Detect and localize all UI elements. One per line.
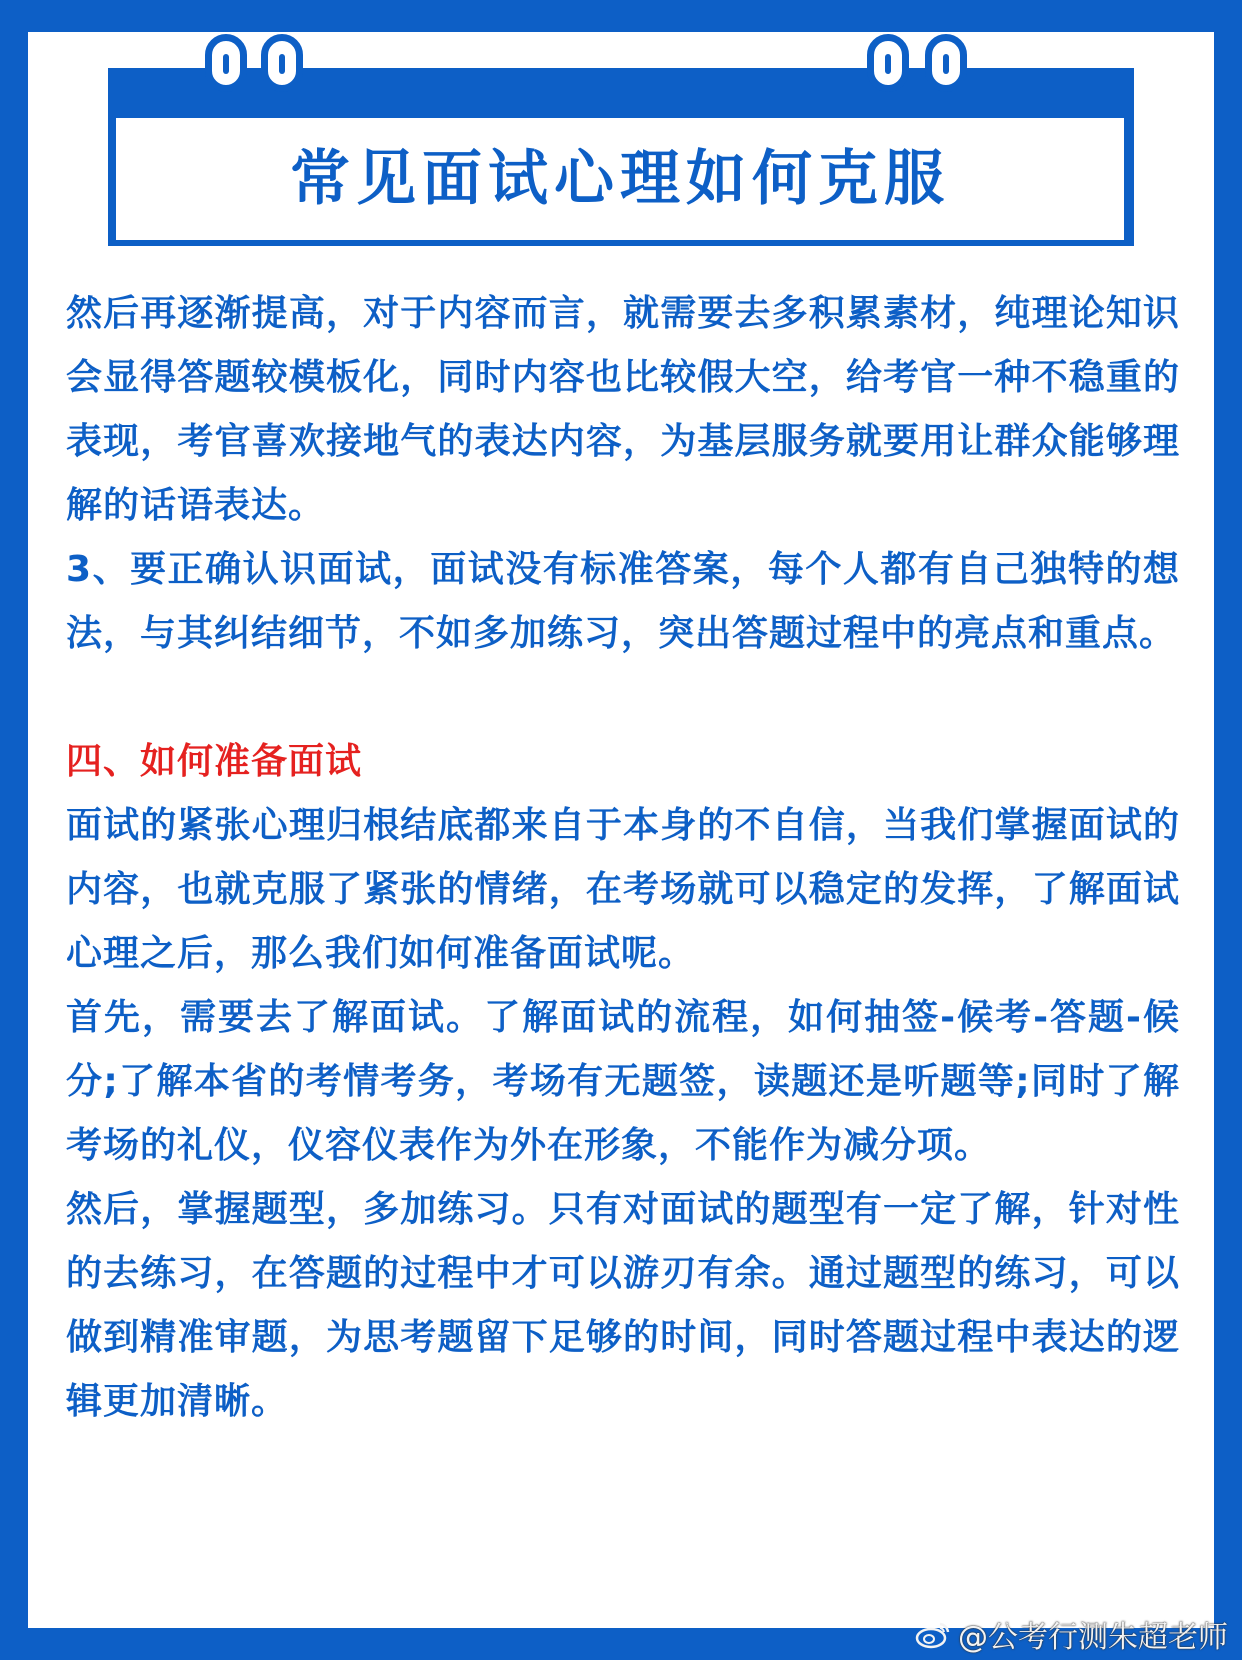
article-body [66,282,1180,1434]
binder-ring-icon [925,34,967,92]
paragraph: 首先，需要去了解面试。了解面试的流程，如何抽签-候考-答题-候分;了解本省的考情考务，考场有无题签，读题还是听题等;同时了解考场的礼仪，仪容仪表作为外在形象，不能作为减分项。 [66,997,1180,1166]
watermark-text: @公考行测朱超老师 [958,1620,1228,1655]
title-box [116,118,1124,240]
page-title: 常见面试心理如何克服 [290,144,950,214]
binder-ring-icon [205,34,247,92]
section-heading: 四、如何准备面试 [66,741,363,782]
paragraph: 然后再逐渐提高，对于内容而言，就需要去多积累素材，纯理论知识会显得答题较模板化，同时内容也比较假大空，给考官一种不稳重的表现，考官喜欢接地气的表达内容，为基层服务就要用让群众能够理解的话语表达。 [66,293,1180,526]
weibo-icon [914,1619,952,1649]
paragraph: 然后，掌握题型，多加练习。只有对面试的题型有一定了解，针对性的去练习，在答题的过程中才可以游刃有余。通过题型的练习，可以做到精准审题，为思考题留下足够的时间，同时答题过程中表达的逻辑更加清晰。 [66,1189,1180,1422]
watermark [914,1612,1228,1656]
paragraph: 3、要正确认识面试，面试没有标准答案，每个人都有自己独特的想法，与其纠结细节，不如多加练习，突出答题过程中的亮点和重点。 [66,549,1180,654]
binder-ring-icon [261,34,303,92]
paragraph: 面试的紧张心理归根结底都来自于本身的不自信，当我们掌握面试的内容，也就克服了紧张的情绪，在考场就可以稳定的发挥，了解面试心理之后，那么我们如何准备面试呢。 [66,805,1180,974]
binder-ring-icon [867,34,909,92]
